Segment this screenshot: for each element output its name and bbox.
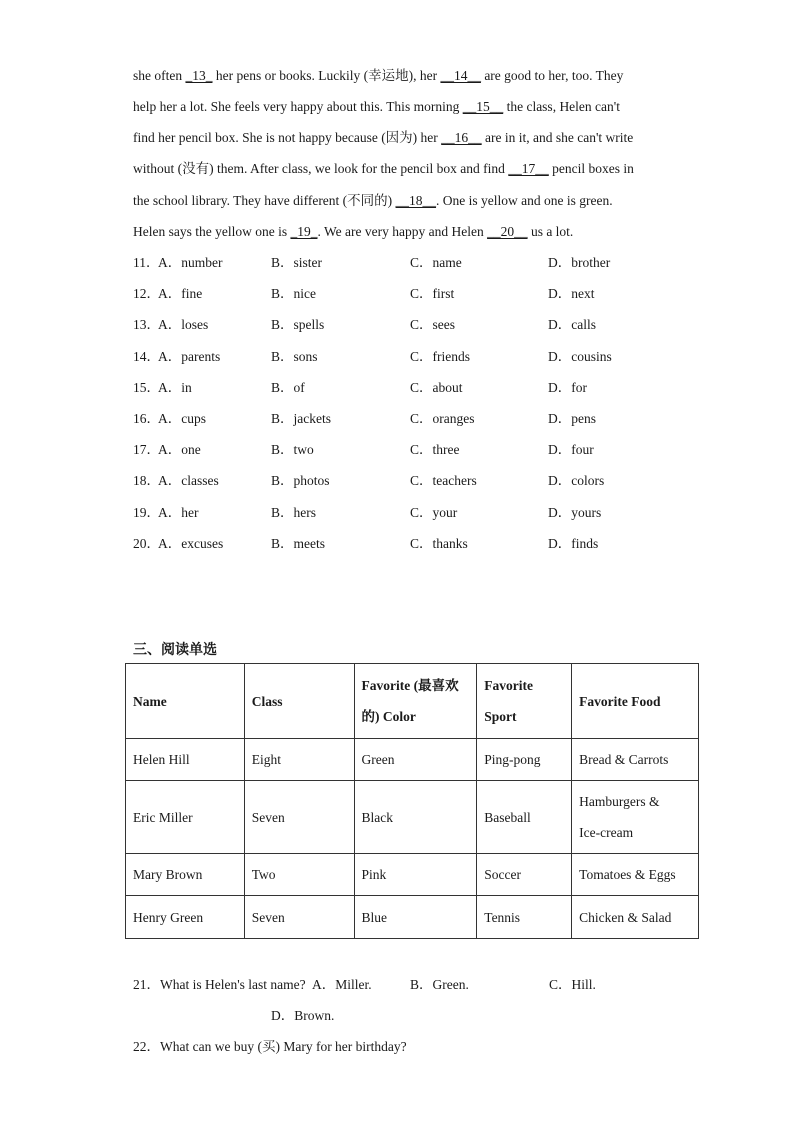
option-b[interactable]: B．spells [271, 317, 325, 332]
cell-name: Mary Brown [126, 854, 245, 896]
table-row [126, 781, 699, 854]
option-b[interactable]: B．jackets [271, 411, 331, 426]
question-21-option-d[interactable]: D．Brown. [271, 1008, 335, 1023]
option-c[interactable]: C．your [410, 505, 458, 520]
cell-class: Eight [244, 739, 354, 781]
option-b[interactable]: B．meets [271, 536, 325, 551]
blank-13: _13_ [185, 68, 213, 83]
passage-line-5 [133, 192, 613, 210]
question-number: 15． [133, 380, 160, 395]
question-number: 13． [133, 317, 160, 332]
passage-text: pencil boxes in [548, 161, 634, 176]
cell-sport: Soccer [477, 854, 572, 896]
passage-text: the class, Helen can't [503, 99, 620, 114]
passage-text: her pens or books. Luckily (幸运地), her [212, 68, 441, 83]
passage-text: the school library. They have different (不同的) [133, 193, 396, 208]
option-c[interactable]: C．about [410, 380, 463, 395]
cell-color: Pink [354, 854, 477, 896]
question-number: 14． [133, 349, 160, 364]
option-b[interactable]: B．of [271, 380, 305, 395]
cell-class: Two [244, 854, 354, 896]
option-c[interactable]: C．sees [410, 317, 455, 332]
cell-name: Helen Hill [126, 739, 245, 781]
option-d[interactable]: D．cousins [548, 349, 612, 364]
option-a[interactable]: A．classes [158, 473, 219, 488]
header-name: Name [126, 664, 245, 739]
table-row [126, 739, 699, 781]
option-d[interactable]: D．yours [548, 505, 602, 520]
cell-sport: Tennis [477, 896, 572, 939]
cell-food: Chicken & Salad [572, 896, 699, 939]
option-b[interactable]: B．photos [271, 473, 330, 488]
passage-text: are in it, and she can't write [481, 130, 634, 145]
question-21-option-c[interactable]: C．Hill. [549, 977, 596, 992]
option-b[interactable]: B．two [271, 442, 314, 457]
option-b[interactable]: B．hers [271, 505, 316, 520]
passage-line-1 [133, 67, 623, 85]
passage-text: us a lot. [527, 224, 574, 239]
option-c[interactable]: C．first [410, 286, 455, 301]
question-21-option-b[interactable]: B．Green. [410, 977, 469, 992]
blank-19: _19_ [290, 224, 318, 239]
passage-line-2 [133, 98, 620, 116]
blank-16: __16__ [441, 130, 482, 145]
header-sport-line: Sport [484, 709, 517, 724]
passage-text: help her a lot. She feels very happy about this. This morning [133, 99, 463, 114]
section-title: 三、阅读单选 [133, 642, 217, 658]
option-a[interactable]: A．cups [158, 411, 206, 426]
option-d[interactable]: D．brother [548, 255, 611, 270]
passage-text: without (没有) them. After class, we look for the pencil box and find [133, 161, 509, 176]
option-b[interactable]: B．nice [271, 286, 316, 301]
option-a[interactable]: A．her [158, 505, 199, 520]
blank-15: __15__ [462, 99, 504, 114]
header-color-line: Favorite (最喜欢 [361, 678, 459, 693]
option-c[interactable]: C．name [410, 255, 462, 270]
cell-food-line: Ice-cream [579, 825, 634, 840]
passage-text: . One is yellow and one is green. [436, 193, 613, 208]
option-d[interactable]: D．colors [548, 473, 605, 488]
option-c[interactable]: C．friends [410, 349, 470, 364]
header-color-line: 的) Color [361, 709, 416, 724]
cell-color: Green [354, 739, 477, 781]
option-b[interactable]: B．sister [271, 255, 323, 270]
cell-food [572, 781, 699, 854]
option-a[interactable]: A．parents [158, 349, 221, 364]
option-b[interactable]: B．sons [271, 349, 318, 364]
passage-text: are good to her, too. They [480, 68, 624, 83]
passage-text: . We are very happy and Helen [317, 224, 488, 239]
passage-text: find her pencil box. She is not happy because (因为) her [133, 130, 442, 145]
option-a[interactable]: A．number [158, 255, 223, 270]
question-number: 18． [133, 473, 160, 488]
cell-class: Seven [244, 896, 354, 939]
cell-sport: Ping-pong [477, 739, 572, 781]
cell-color: Blue [354, 896, 477, 939]
option-a[interactable]: A．in [158, 380, 192, 395]
header-food: Favorite Food [572, 664, 699, 739]
option-a[interactable]: A．one [158, 442, 201, 457]
question-number: 16． [133, 411, 160, 426]
cell-food: Bread & Carrots [572, 739, 699, 781]
option-a[interactable]: A．loses [158, 317, 209, 332]
blank-17: __17__ [508, 161, 549, 176]
question-number: 12． [133, 286, 160, 301]
option-d[interactable]: D．finds [548, 536, 599, 551]
question-21-option-a[interactable]: A．Miller. [312, 977, 372, 992]
option-c[interactable]: C．three [410, 442, 460, 457]
question-number: 11． [133, 255, 160, 270]
table-row [126, 854, 699, 896]
header-class: Class [244, 664, 354, 739]
option-a[interactable]: A．fine [158, 286, 203, 301]
question-number: 19． [133, 505, 160, 520]
table-row [126, 896, 699, 939]
option-d[interactable]: D．calls [548, 317, 596, 332]
cell-name: Henry Green [126, 896, 245, 939]
question-21-stem: 21．What is Helen's last name? [133, 977, 306, 992]
question-22-stem: 22．What can we buy (买) Mary for her birthday? [133, 1039, 407, 1054]
cell-sport: Baseball [477, 781, 572, 854]
blank-18: __18__ [395, 193, 437, 208]
passage-line-4 [133, 160, 634, 178]
option-d[interactable]: D．four [548, 442, 594, 457]
option-c[interactable]: C．teachers [410, 473, 477, 488]
blank-14: __14__ [440, 68, 481, 83]
option-d[interactable]: D．for [548, 380, 587, 395]
table-header-row [126, 664, 699, 739]
passage-line-3 [133, 129, 633, 147]
cell-food-line: Hamburgers & [579, 794, 660, 809]
cell-class: Seven [244, 781, 354, 854]
option-c[interactable]: C．oranges [410, 411, 475, 426]
passage-line-6 [133, 223, 573, 241]
option-c[interactable]: C．thanks [410, 536, 468, 551]
header-color [354, 664, 477, 739]
passage-text: she often [133, 68, 186, 83]
passage-text: Helen says the yellow one is [133, 224, 291, 239]
option-d[interactable]: D．pens [548, 411, 596, 426]
header-sport-line: Favorite [484, 678, 533, 693]
cell-name: Eric Miller [126, 781, 245, 854]
cell-food: Tomatoes & Eggs [572, 854, 699, 896]
cell-color: Black [354, 781, 477, 854]
option-a[interactable]: A．excuses [158, 536, 224, 551]
question-number: 17． [133, 442, 160, 457]
blank-20: __20__ [487, 224, 528, 239]
favorites-table [125, 663, 699, 939]
question-number: 20． [133, 536, 160, 551]
option-d[interactable]: D．next [548, 286, 595, 301]
header-sport [477, 664, 572, 739]
